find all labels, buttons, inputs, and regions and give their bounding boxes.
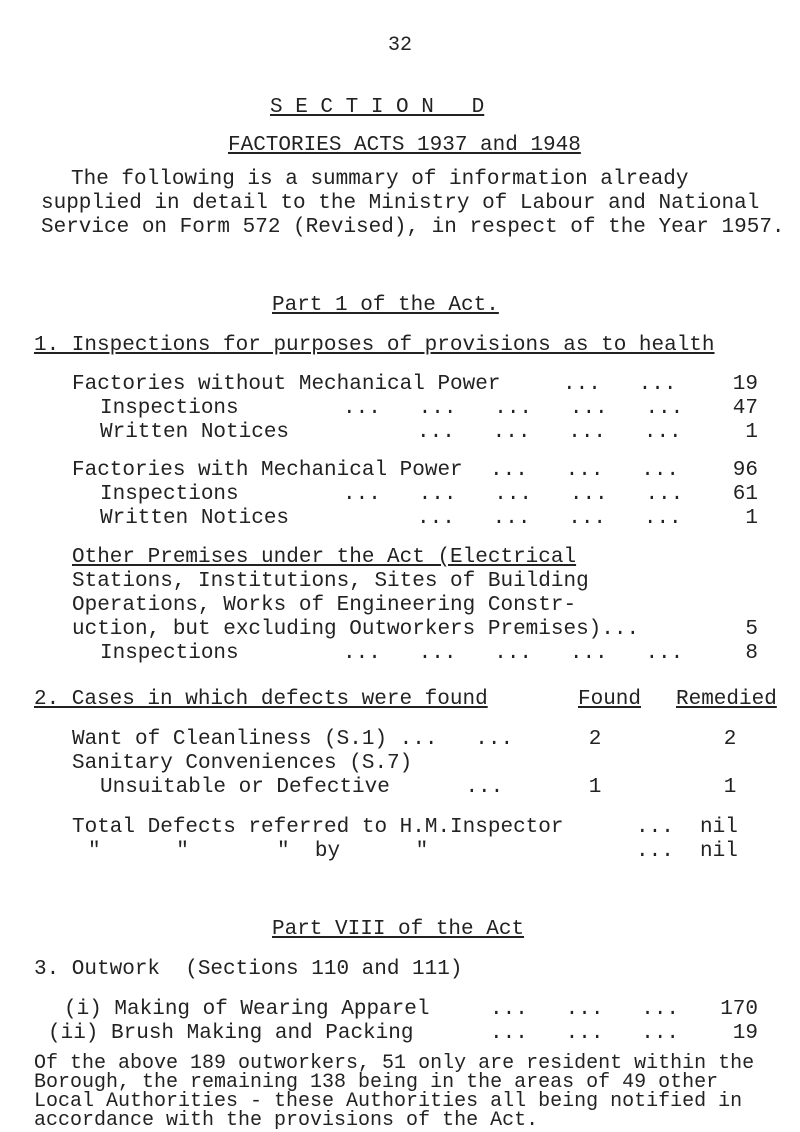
intro-line: supplied in detail to the Ministry of Labour and National	[41, 192, 760, 215]
section-heading: S E C T I O N D	[270, 96, 485, 119]
leader: ... ... ... ... ...	[343, 397, 684, 420]
without-power-label: Factories without Mechanical Power	[72, 373, 501, 396]
closing-line: Borough, the remaining 138 being in the areas of 49 other	[34, 1071, 719, 1094]
leader: ...	[636, 816, 674, 839]
without-power-notices-label: Written Notices	[100, 421, 290, 444]
closing-line: Local Authorities - these Authorities all being notified in	[34, 1090, 743, 1113]
leader: ... ... ... ... ...	[343, 483, 684, 506]
other-premises-line: Stations, Institutions, Sites of Building	[72, 570, 589, 593]
total-defects-label: Total Defects referred to H.M.Inspector	[72, 816, 564, 839]
without-power-notices-value: 1	[745, 421, 758, 444]
without-power-value: 19	[732, 373, 758, 396]
leader: ... ... ...	[490, 459, 680, 482]
other-premises-inspections-value: 8	[745, 642, 758, 665]
with-power-notices-label: Written Notices	[100, 507, 290, 530]
leader: ... ... ... ...	[417, 421, 682, 444]
other-premises-heading: Other Premises under the Act (Electrical	[72, 546, 577, 569]
other-premises-inspections-label: Inspections	[100, 642, 239, 665]
leader: ... ... ... ... ...	[343, 642, 684, 665]
leader: ...	[636, 840, 674, 863]
defects-heading: 2. Cases in which defects were found	[34, 688, 488, 711]
outwork-row-label: (i) Making of Wearing Apparel	[64, 998, 430, 1021]
total-defects-value: nil	[700, 816, 738, 839]
with-power-label: Factories with Mechanical Power	[72, 459, 463, 482]
inspections-heading: 1. Inspections for purposes of provisions as to health	[34, 334, 715, 357]
outwork-row-value: 170	[720, 998, 758, 1021]
by-ditto-label: " " " by "	[88, 840, 429, 863]
leader: ... ...	[563, 373, 677, 396]
outwork-row-value: 19	[732, 1022, 758, 1045]
by-value: nil	[700, 840, 738, 863]
defect-row-remedied: 2	[723, 728, 737, 751]
other-premises-line: Operations, Works of Engineering Constr-	[72, 594, 577, 617]
closing-line: Of the above 189 outworkers, 51 only are resident within the	[34, 1052, 755, 1075]
closing-line: accordance with the provisions of the Act.	[34, 1109, 539, 1132]
defect-row-label: Sanitary Conveniences (S.7)	[72, 752, 413, 775]
intro-line: Service on Form 572 (Revised), in respect of the Year 1957.	[41, 216, 785, 239]
other-premises-value: 5	[745, 618, 758, 641]
with-power-inspections-value: 61	[732, 483, 758, 506]
part1-heading: Part 1 of the Act.	[272, 294, 499, 317]
col-remedied-header: Remedied	[676, 688, 777, 711]
without-power-inspections-label: Inspections	[100, 397, 239, 420]
defect-row-found: 1	[588, 776, 602, 799]
other-premises-line: uction, but excluding Outworkers Premises)...	[72, 618, 640, 641]
defect-row-label: Want of Cleanliness (S.1) ... ...	[72, 728, 514, 751]
with-power-notices-value: 1	[745, 507, 758, 530]
without-power-inspections-value: 47	[732, 397, 758, 420]
intro-line: The following is a summary of information already	[71, 168, 689, 191]
defect-row-label: Unsuitable or Defective ...	[100, 776, 504, 799]
part8-heading: Part VIII of the Act	[272, 918, 525, 941]
with-power-inspections-label: Inspections	[100, 483, 239, 506]
leader: ... ... ...	[490, 998, 680, 1021]
defect-row-found: 2	[588, 728, 602, 751]
leader: ... ... ...	[490, 1022, 680, 1045]
col-found-header: Found	[578, 688, 642, 711]
with-power-value: 96	[732, 459, 758, 482]
outwork-row-label: (ii) Brush Making and Packing	[48, 1022, 414, 1045]
defect-row-remedied: 1	[723, 776, 737, 799]
acts-heading: FACTORIES ACTS 1937 and 1948	[228, 134, 581, 157]
outwork-heading: 3. Outwork (Sections 110 and 111)	[34, 958, 463, 981]
leader: ... ... ... ...	[417, 507, 682, 530]
page-number: 32	[387, 34, 412, 57]
